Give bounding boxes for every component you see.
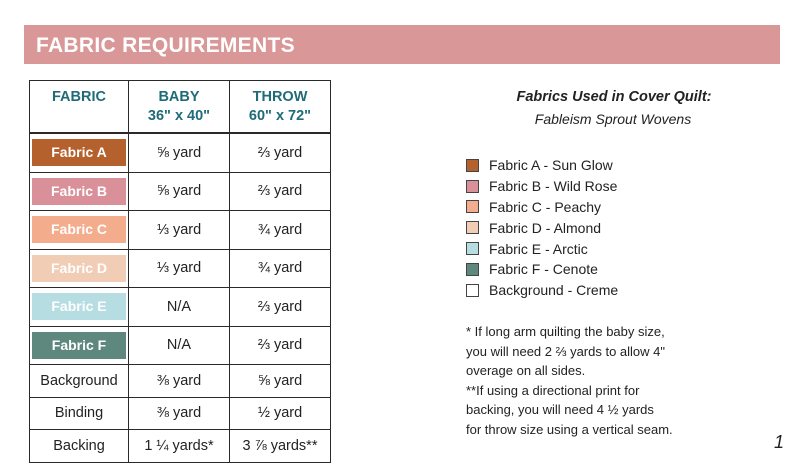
throw-amount: ⅔ yard: [230, 172, 331, 211]
legend-label: Fabric D - Almond: [489, 219, 602, 236]
legend-label: Fabric A - Sun Glow: [489, 157, 613, 174]
fabric-cell: [30, 249, 129, 288]
table-row: [30, 211, 331, 250]
throw-amount: ⅝ yard: [230, 365, 331, 398]
fabric-cell: [30, 288, 129, 327]
legend-swatch: [466, 159, 479, 172]
throw-amount: ⅔ yard: [230, 133, 331, 172]
fabric-swatch-label: Fabric D: [32, 255, 126, 282]
info-subtitle: Fableism Sprout Wovens: [534, 111, 692, 127]
fabric-swatch-label: Fabric C: [32, 216, 126, 243]
table-row: [30, 133, 331, 172]
legend-swatch: [466, 263, 479, 276]
baby-amount: ⅜ yard: [129, 397, 230, 430]
throw-amount: 3 ⅞ yards**: [230, 430, 331, 463]
legend-label: Fabric F - Cenote: [489, 261, 598, 278]
throw-amount: ¾ yard: [230, 249, 331, 288]
table-header-row: [30, 81, 331, 134]
throw-amount: ⅔ yard: [230, 288, 331, 327]
fabric-swatch-label: Fabric A: [32, 139, 126, 166]
legend-item: [466, 217, 618, 238]
legend-label: Fabric C - Peachy: [489, 198, 602, 215]
table-row: [30, 365, 331, 398]
legend-label: Background - Creme: [489, 282, 619, 299]
fabric-cell: [30, 365, 129, 398]
fabric-swatch-label: Fabric F: [32, 332, 126, 359]
note-baby-longarm: * If long arm quilting the baby size, you will need 2 ⅔ yards to allow 4" overage on all sides.: [466, 324, 665, 378]
fabric-label: Background: [40, 372, 118, 389]
info-title: Fabrics Used in Cover Quilt:: [516, 89, 712, 105]
fabric-requirements-table: [29, 80, 331, 463]
table-row: [30, 397, 331, 430]
fabric-cell: [30, 211, 129, 250]
fabric-swatch-label: Fabric B: [32, 178, 126, 205]
note-directional-backing: **If using a directional print for backing, you will need 4 ½ yards for throw size using a vertical seam.: [466, 382, 673, 437]
baby-amount: N/A: [129, 288, 230, 327]
fabric-legend: [466, 155, 618, 301]
legend-swatch: [466, 221, 479, 234]
table-row: [30, 326, 331, 365]
baby-amount: ⅜ yard: [129, 365, 230, 398]
header-throw: THROW 60" x 72": [230, 81, 331, 134]
header-fabric: FABRIC: [30, 81, 129, 134]
baby-amount: 1 ¼ yards*: [129, 430, 230, 463]
page-title-banner: FABRIC REQUIREMENTS: [24, 25, 780, 64]
page-number: 1: [774, 432, 785, 452]
cover-quilt-info: [462, 89, 772, 127]
baby-amount: ⅝ yard: [129, 133, 230, 172]
legend-swatch: [466, 284, 479, 297]
table-row: [30, 288, 331, 327]
legend-item: [466, 197, 618, 218]
fabric-swatch-label: Fabric E: [32, 293, 126, 320]
fabric-cell: [30, 397, 129, 430]
throw-amount: ⅔ yard: [230, 326, 331, 365]
fabric-cell: [30, 430, 129, 463]
legend-swatch: [466, 242, 479, 255]
legend-item: [466, 155, 618, 176]
baby-amount: N/A: [129, 326, 230, 365]
throw-amount: ½ yard: [230, 397, 331, 430]
legend-item: [466, 259, 618, 280]
legend-label: Fabric B - Wild Rose: [489, 178, 618, 195]
fabric-cell: [30, 133, 129, 172]
throw-amount: ¾ yard: [230, 211, 331, 250]
header-baby: BABY 36" x 40": [129, 81, 230, 134]
fabric-cell: [30, 326, 129, 365]
baby-amount: ⅝ yard: [129, 172, 230, 211]
baby-amount: ⅓ yard: [129, 249, 230, 288]
legend-label: Fabric E - Arctic: [489, 240, 588, 257]
notes: [466, 322, 756, 439]
table-row: [30, 172, 331, 211]
table-row: [30, 249, 331, 288]
legend-swatch: [466, 180, 479, 193]
legend-item: [466, 238, 618, 259]
legend-item: [466, 176, 618, 197]
legend-item: [466, 280, 618, 301]
legend-swatch: [466, 200, 479, 213]
fabric-label: Backing: [53, 437, 105, 454]
fabric-cell: [30, 172, 129, 211]
table-row: [30, 430, 331, 463]
baby-amount: ⅓ yard: [129, 211, 230, 250]
fabric-label: Binding: [54, 405, 104, 422]
